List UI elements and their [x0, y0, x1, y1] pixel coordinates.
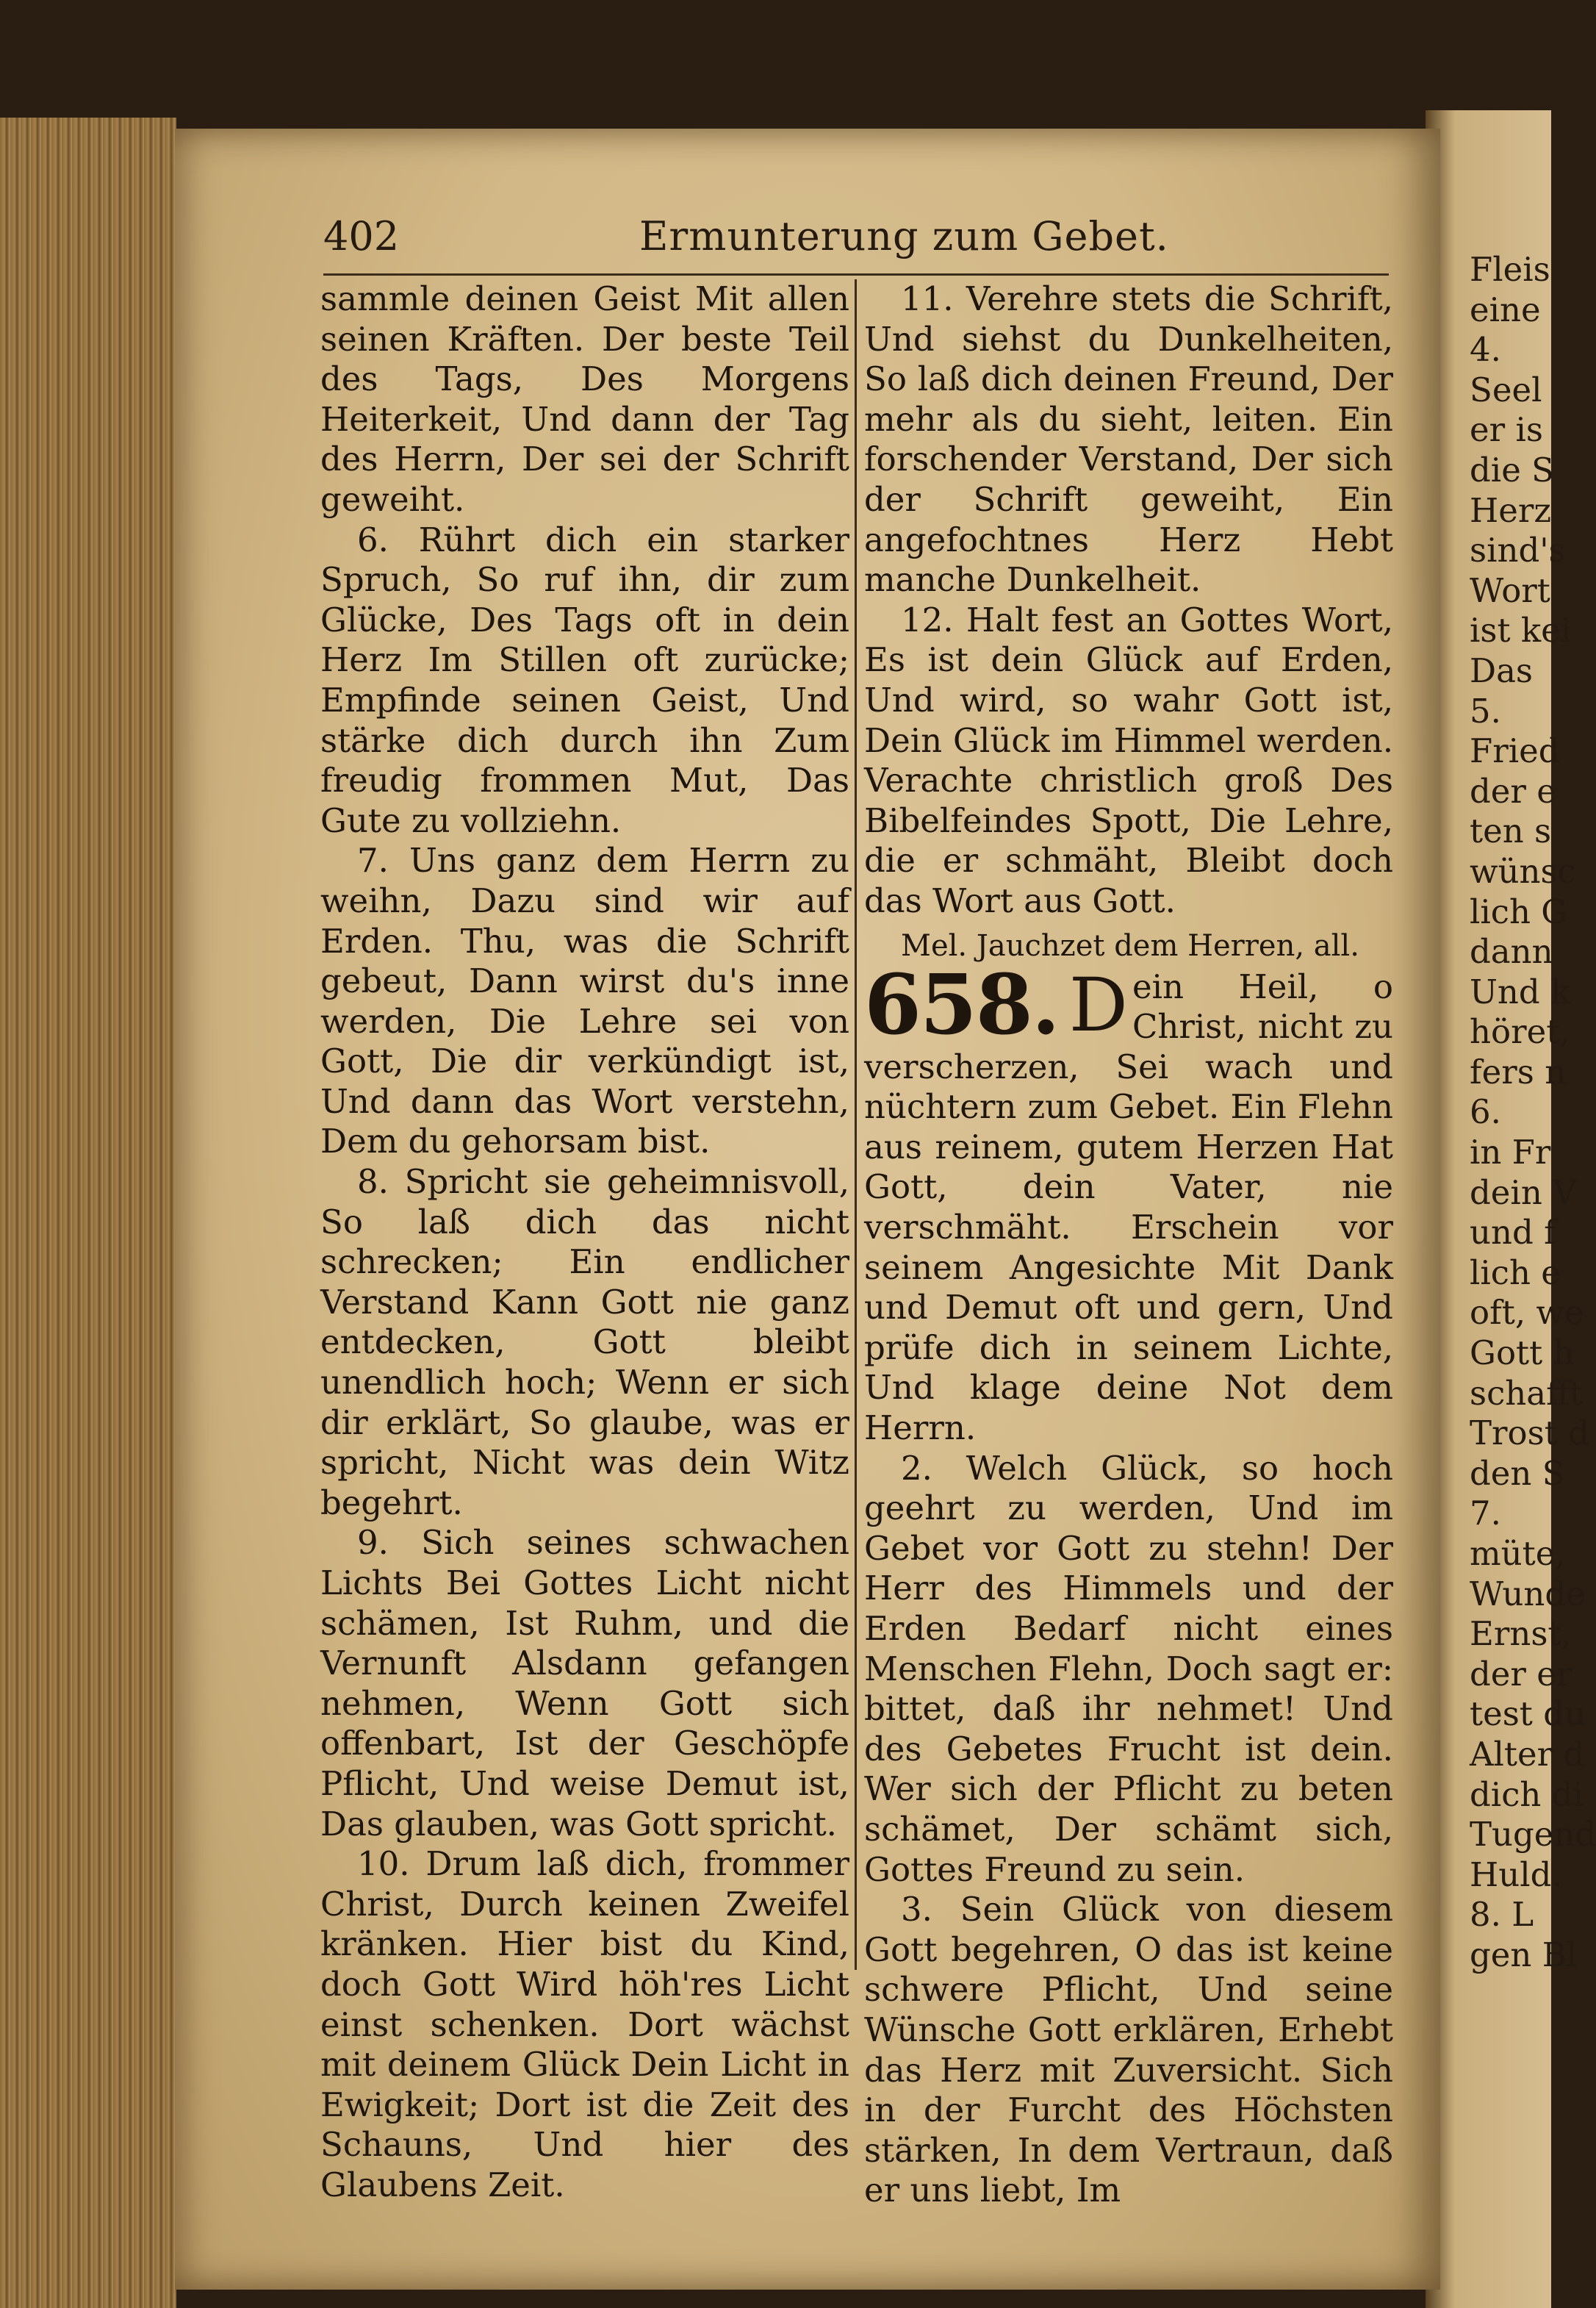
left-verse: sammle deinen Geist Mit allen seinen Kräften. Der beste Teil des Tags, Des Morgens Heiterkeit, Und dann der Tag des Herrn, Der sei der Schrift geweiht.	[320, 279, 849, 519]
facing-page-fragment: Wort	[1470, 570, 1550, 610]
left-verse: 8. Spricht sie geheimnisvoll, So laß dich das nicht schrecken; Ein endlicher Verstand Kann Gott nie ganz entdecken, Gott bleibt unendlich hoch; Wenn er sich dir erklärt, So glaube, was er spricht, Nicht was dein Witz begehrt.	[320, 1162, 849, 1522]
page-number: 402	[323, 213, 400, 259]
facing-page-fragment: er is	[1470, 410, 1543, 450]
facing-page-fragment: und f	[1470, 1213, 1556, 1252]
facing-page-fragment: Seel	[1470, 370, 1542, 409]
right-verses-after	[864, 1449, 1393, 2211]
left-verse: 10. Drum laß dich, frommer Christ, Durch keinen Zweifel kränken. Hier bist du Kind, doch Gott Wird höh'res Licht einst schenken. Dort wächst mit deinem Glück Dein Licht in Ewigkeit; Dort ist die Zeit des Schauns, Und hier des Glaubens Zeit.	[320, 1844, 849, 2204]
facing-page-text	[1470, 250, 1596, 2014]
facing-page-fragment: Fleis	[1470, 250, 1550, 289]
facing-page-fragment: den S	[1470, 1453, 1565, 1493]
right-verse: 12. Halt fest an Gottes Wort, Es ist dein Glück auf Erden, Und wird, so wahr Gott ist, Dein Glück im Himmel werden. Verachte christlich groß Des Bibelfeindes Spott, Die Lehre, die er schmäht, Bleibt doch das Wort aus Gott.	[864, 600, 1393, 920]
facing-page-fragment: Herz	[1470, 490, 1552, 530]
facing-page-fragment: Alter d	[1470, 1734, 1585, 1774]
facing-page-fragment: ist kei	[1470, 611, 1572, 651]
facing-page-fragment: dich di	[1470, 1774, 1584, 1814]
facing-page-fragment: oft, we	[1470, 1293, 1584, 1333]
facing-page-fragment: Trost d	[1470, 1413, 1589, 1453]
facing-page-fragment: 8. L	[1470, 1895, 1534, 1935]
right-verses-before	[864, 279, 1393, 922]
page-title: Ermunterung zum Gebet.	[639, 213, 1169, 259]
hymn-first-verse: ein Heil, o Christ, nicht zu verscherzen, Sei wach und nüchtern zum Gebet. Ein Flehn aus reinem, gutem Herzen Hat Gott, dein Vater, nie verschmäht. Erschein vor seinem Angesichte Mit Dank und Demut oft und gern, Und prüfe dich in seinem Lichte, Und klage deine Not dem Herrn.	[864, 967, 1393, 1448]
facing-page-fragment: Fried	[1470, 731, 1560, 771]
facing-page-fragment: der er	[1470, 1654, 1572, 1694]
facing-page-fragment: 5.	[1470, 691, 1501, 731]
left-verse: 9. Sich seines schwachen Lichts Bei Gottes Licht nicht schämen, Ist Ruhm, und die Vernunft Alsdann gefangen nehmen, Wenn Gott sich offenbart, Ist der Geschöpfe Pflicht, Und weise Demut ist, Das glauben, was Gott spricht.	[320, 1523, 849, 1843]
facing-page-fragment: dein V	[1470, 1172, 1577, 1212]
running-head	[323, 213, 1381, 272]
facing-page-fragment: schafft	[1470, 1373, 1584, 1413]
melody-line: Mel. Jauchzet dem Herren, all.	[901, 928, 1359, 963]
facing-page-fragment: Gott h	[1470, 1333, 1575, 1373]
left-verse: 7. Uns ganz dem Herrn zu weihn, Dazu sind wir auf Erden. Thu, was die Schrift gebeut, Dann wirst du's inne werden, Die Lehre sei von Gott, Die dir verkündigt ist, Und dann das Wort verstehn, Dem du gehorsam bist.	[320, 841, 849, 1161]
header-rule	[323, 273, 1389, 276]
hymn-number: 658.	[864, 956, 1059, 1053]
right-verse: 3. Sein Glück von diesem Gott begehren, O das ist keine schwere Pflicht, Und seine Wünsche Gott erklären, Erhebt das Herz mit Zuversicht. Sich in der Furcht des Höchsten stärken, In dem Vertraun, daß er uns liebt, Im	[864, 1890, 1393, 2210]
facing-page-fragment: lich G	[1470, 892, 1568, 931]
facing-page-fragment: lich e	[1470, 1252, 1561, 1292]
facing-page-fragment: eine	[1470, 290, 1541, 329]
right-column	[864, 279, 1393, 2211]
facing-page-fragment: dann	[1470, 932, 1553, 972]
facing-page-fragment: Das	[1470, 651, 1534, 690]
left-column	[320, 279, 849, 2206]
facing-page-fragment: 6.	[1470, 1092, 1501, 1132]
facing-page-fragment: der e	[1470, 771, 1556, 811]
facing-page-fragment: Ernst,	[1470, 1614, 1572, 1654]
facing-page-fragment: wünsc	[1470, 851, 1576, 891]
right-verse: 2. Welch Glück, so hoch geehrt zu werden, Und im Gebet vor Gott zu stehn! Der Herr des Himmels und der Erden Bedarf nicht eines Menschen Flehn, Doch sagt er: bittet, daß ihr nehmet! Und des Gebetes Frucht ist dein. Wer sich der Pflicht zu beten schämet, Der schämt sich, Gottes Freund zu sein.	[864, 1448, 1393, 1889]
left-verse: 6. Rührt dich ein starker Spruch, So ruf ihn, dir zum Glücke, Des Tags oft in dein Herz Im Stillen oft zurücke; Empfinde seinen Geist, Und stärke dich durch ihn Zum freudig frommen Mut, Das Gute zu vollziehn.	[320, 520, 849, 840]
facing-page-fragment: in Fr	[1470, 1133, 1551, 1172]
facing-page-fragment: test du	[1470, 1694, 1586, 1734]
facing-page-fragment: sind's	[1470, 531, 1566, 570]
facing-page-fragment: höret,	[1470, 1012, 1570, 1052]
facing-page-fragment: fers n	[1470, 1052, 1567, 1092]
facing-page-fragment: ten s	[1470, 811, 1552, 851]
book-page-edges	[0, 118, 176, 2308]
column-divider	[855, 279, 857, 1970]
facing-page-fragment: 7.	[1470, 1494, 1501, 1533]
facing-page-fragment: Und k	[1470, 972, 1571, 1011]
right-verse: 11. Verehre stets die Schrift, Und siehst du Dunkelheiten, So laß dich deinen Freund, Der mehr als du sieht, leiten. Ein forschender Verstand, Der sich der Schrift geweiht, Ein angefochtnes Herz Hebt manche Dunkelheit.	[864, 279, 1393, 600]
facing-page-fragment: Wunde	[1470, 1574, 1586, 1613]
dropcap-letter: D	[1068, 961, 1128, 1048]
hymn-658	[864, 956, 1393, 1449]
facing-page-fragment: 4.	[1470, 330, 1501, 370]
facing-page-fragment: müte,	[1470, 1534, 1566, 1573]
facing-page-fragment: Tugend	[1470, 1815, 1596, 1854]
facing-page-fragment: die S	[1470, 450, 1554, 490]
facing-page-fragment: Huld.	[1470, 1854, 1562, 1894]
facing-page-fragment: gen Bl	[1470, 1935, 1578, 1974]
